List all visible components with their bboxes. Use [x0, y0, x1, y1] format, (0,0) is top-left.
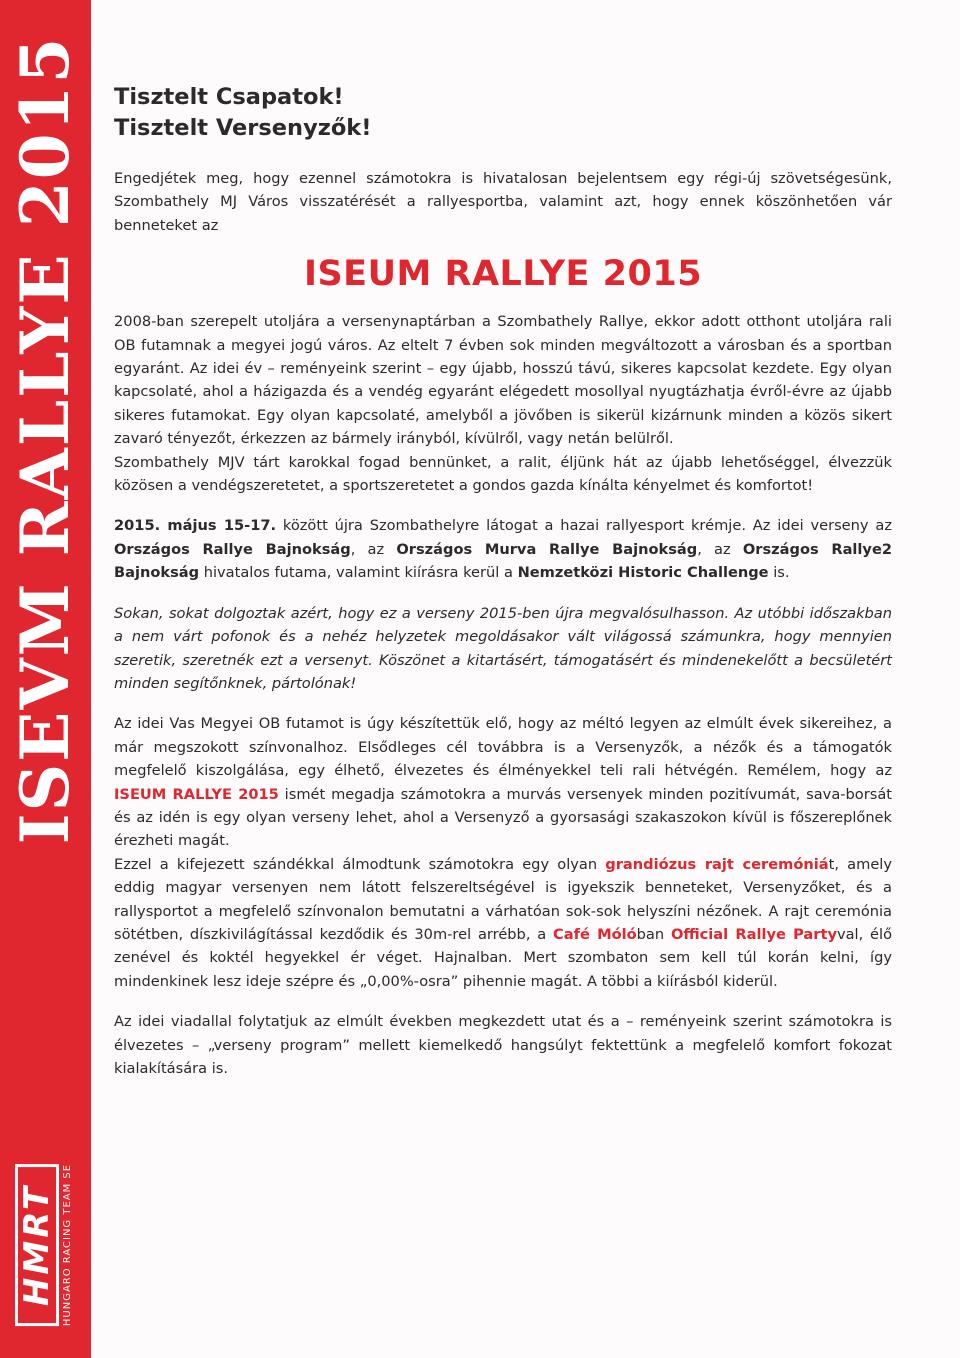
greeting-line-2: Tisztelt Versenyzők! — [114, 115, 372, 141]
event-title: ISEUM RALLYE 2015 — [303, 254, 703, 295]
sidebar-title: ISEVM RALLYE 2015 — [6, 35, 84, 845]
history-paragraph: 2008-ban szerepelt utoljára a versenynaptárban a Szombathely Rallye, ekkor adott otthont utoljára rali OB futamnak a megyei jogú város. Az eltelt 7 évben sok minden megváltozott a városban és a sportban egyaránt. Az idei év – reményeink szerint – egy újabb, hosszú távú, sikeres kapcsolat kezdete. Egy olyan kapcsolaté, ahol a házigazda és a vendég egyaránt elégedett mosollyal nyugtázhatja évről-évre az újabb sikeres futamokat. Egy olyan kapcsolaté, amelyből a jövőben is sikerül kizárnunk minden a közös sikert zavaró tényezőt, érkezzen az bármely irányból, kívülről, vagy netán belülről. — [114, 313, 892, 448]
event-details-paragraph: 2015. május 15-17. között újra Szombathelyre látogat a hazai rallyesport krémje. Az idei verseny az Országos Rallye Bajnokság, az Országos Murva Rallye Bajnokság, az Országos Rallye2 Bajnokság hivatalos futama, valamint kiírásra kerül a Nemzetközi Historic Challenge is. — [114, 517, 892, 582]
sidebar-banner — [0, 0, 91, 1358]
championship-4: Nemzetközi Historic Challenge — [517, 564, 769, 582]
championship-2: Országos Murva Rallye Bajnokság — [396, 540, 698, 558]
event-name-highlight: ISEUM RALLYE 2015 — [114, 785, 279, 803]
championship-1: Országos Rallye Bajnokság — [114, 540, 351, 558]
closing-paragraph: Az idei viadallal folytatjuk az elmúlt években megkezdett utat és a – reményeink szerint számotokra is élvezetes – „verseny program” mellett kiemelkedő hangsúlyt fektettünk a megfelelő komfort fokozat kialakítására is. — [114, 1013, 892, 1077]
venue-highlight: Café Móló — [553, 925, 637, 943]
team-logo-mark: HMRT — [15, 1164, 59, 1326]
ceremony-paragraph: Ezzel a kifejezett szándékkal álmodtunk számotokra egy olyan grandiózus rajt ceremóniát, amely eddig magyar versenyen nem látott felszereltségével is igyekszik benneteket, Versenyzőket, és a rallysportot a megfelelő színvonalon bemutatni a várhatóan sok-sok helyszíni nézőnek. A rajt ceremónia sötétben, díszkivilágítással kezdődik és 30m-rel arrébb, a Café Mólóban Official Rallye Partyval, élő zenével és koktél hegyekkel ér véget. Hajnalban. Mert szombaton sem kell túl korán kelni, így mindenkinek lesz ideje szépre és „0,00%-osra” pihennie magát. A többi a kiírásból kiderül. — [114, 855, 893, 990]
intro-paragraph: Engedjétek meg, hogy ezennel számotokra is hivatalosan bejelentsem egy régi-új szövetségesünk, Szombathely MJ Város visszatérését a rallyesportba, valamint azt, hogy ennek köszönhetően vár benneteket az — [114, 170, 892, 234]
greeting-line-1: Tisztelt Csapatok! — [114, 84, 344, 110]
team-logo-subtitle: HUNGARO RACING TEAM SE — [62, 1163, 73, 1327]
preparation-paragraph: Az idei Vas Megyei OB futamot is úgy készítettük elő, hogy az méltó legyen az elmúlt évek sikereihez, a már megszokott színvonalhoz. Elsődleges cél továbbra is a Versenyzők, a nézők és a támogatók megfelelő kiszolgálása, egy élhető, élvezetes és élményekkel teli rali hétvégén. Remélem, hogy az ISEUM RALLYE 2015 ismét megadja számotokra a murvás versenyek minden pozitívumát, sava-borsát és az idén is egy olyan verseny lehet, ahol a Versenyző a gyorsasági szakaszokon kívül is főszereplőnek érezheti magát. — [114, 715, 892, 850]
ceremony-highlight: grandiózus rajt ceremóniá — [605, 855, 829, 873]
party-highlight: Official Rallye Party — [670, 925, 837, 943]
letter-body — [114, 82, 892, 1080]
event-date: 2015. május 15-17. — [114, 517, 277, 535]
thanks-paragraph: Sokan, sokat dolgoztak azért, hogy ez a verseny 2015-ben újra megvalósulhasson. Az utóbbi időszakban a nem várt pofonok és a nehéz helyzetek megoldásakor vált világossá számunkra, hogy mennyien szeretik, szeretnék ezt a versenyt. Köszönet a kitartásért, támogatásért és mindenekelőtt a becsületért minden segítőnknek, pártolónak! — [114, 604, 892, 692]
championship-3: Országos Rallye2 Bajnokság — [114, 540, 892, 582]
team-logo — [15, 1164, 73, 1326]
welcome-paragraph: Szombathely MJV tárt karokkal fogad bennünket, a ralit, éljünk hát az újabb lehetőséggel, élvezzük közösen a vendégszeretetet, a sportszeretetet a gondos gazda kínálta kényelmet és komfortot! — [114, 453, 892, 495]
